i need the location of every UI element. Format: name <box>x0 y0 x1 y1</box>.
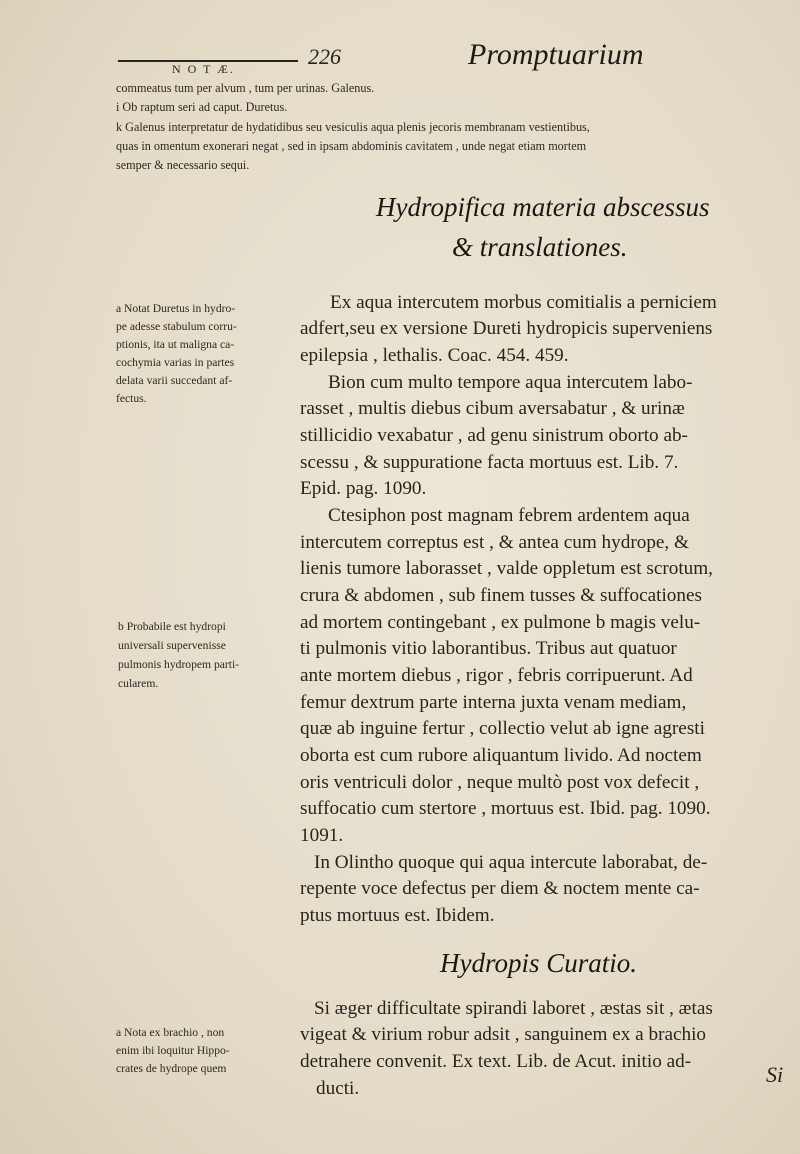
side-note-line: a Notat Duretus in hydro- <box>116 302 236 315</box>
text-line: femur dextrum parte interna juxta venam mediam, <box>300 692 687 713</box>
side-note-line: enim ibi loquitur Hippo- <box>116 1044 230 1057</box>
text-line: Ex aqua intercutem morbus comitialis a perniciem <box>330 292 717 313</box>
side-note-line: ptionis, ita ut maligna ca- <box>116 338 235 351</box>
running-head: Promptuarium <box>468 38 644 71</box>
text-line: quæ ab inguine fertur , collectio velut ab igne agresti <box>300 718 705 739</box>
side-note-line: pulmonis hydropem parti- <box>118 658 240 671</box>
text-line: repente voce defectus per diem & noctem mente ca- <box>300 878 700 899</box>
side-note-line: delata varii succedant af- <box>116 374 233 387</box>
side-note-line: universali supervenisse <box>118 639 226 652</box>
text-line: lienis tumore laborasset , valde oppletum est scrotum, <box>300 558 713 579</box>
note-line: semper & necessario sequi. <box>116 158 250 172</box>
text-line: Bion cum multo tempore aqua intercutem labo- <box>328 372 693 393</box>
text-line: Epid. pag. 1090. <box>300 478 427 499</box>
text-line: detrahere convenit. Ex text. Lib. de Acut. initio ad- <box>300 1051 692 1072</box>
text-line: epilepsia , lethalis. Coac. 454. 459. <box>300 345 569 366</box>
side-note-line: cochymia varias in partes <box>116 356 235 369</box>
side-note-line: crates de hydrope quem <box>116 1062 227 1075</box>
text-line: 1091. <box>300 825 344 846</box>
text-line: vigeat & virium robur adsit , sanguinem ex a brachio <box>300 1024 707 1045</box>
note-line: commeatus tum per alvum , tum per urinas. Galenus. <box>116 81 375 95</box>
text-line: ducti. <box>316 1078 360 1099</box>
note-line: quas in omentum exonerari negat , sed in ipsam abdominis cavitatem , unde negat etiam mortem <box>116 139 587 153</box>
note-line: i Ob raptum seri ad caput. Duretus. <box>116 100 288 114</box>
text-line: oborta est cum rubore aliquantum livido. Ad noctem <box>300 745 702 766</box>
text-line: scessu , & suppuratione facta mortuus est. Lib. 7. <box>300 452 679 473</box>
section-title: Hydropis Curatio. <box>440 948 638 978</box>
section-title: Hydropifica materia abscessus <box>376 192 710 222</box>
side-note-line: a Nota ex brachio , non <box>116 1026 225 1039</box>
notae-label: N O T Æ. <box>172 62 235 76</box>
text-line: In Olintho quoque qui aqua intercute laborabat, de- <box>314 852 708 873</box>
catchword: Si <box>766 1062 784 1087</box>
text-line: rasset , multis diebus cibum aversabatur , & urinæ <box>300 398 685 419</box>
text-line: Si æger difficultate spirandi laboret , æstas sit , ætas <box>314 998 713 1019</box>
text-line: stillicidio vexabatur , ad genu sinistrum oborto ab- <box>300 425 688 446</box>
text-line: intercutem correptus est , & antea cum hydrope, & <box>300 532 689 553</box>
side-note-line: fectus. <box>116 392 147 405</box>
text-line: ante mortem diebus , rigor , febris corripuerunt. Ad <box>300 665 693 686</box>
page-number: 226 <box>308 44 341 69</box>
side-note-line: cularem. <box>118 677 159 690</box>
text-line: oris ventriculi dolor , neque multò post vox defecit , <box>300 772 700 793</box>
text-line: crura & abdomen , sub finem tusses & suffocationes <box>300 585 702 606</box>
text-line: ti pulmonis vitio laborantibus. Tribus aut quatuor <box>300 638 677 659</box>
section-title: & translationes. <box>452 232 628 262</box>
note-line: k Galenus interpretatur de hydatidibus seu vesiculis aqua plenis jecoris membranam vestientibus, <box>116 120 590 134</box>
text-line: ptus mortuus est. Ibidem. <box>300 905 495 926</box>
text-line: Ctesiphon post magnam febrem ardentem aqua <box>328 505 690 526</box>
side-note-line: pe adesse stabulum corru- <box>116 320 237 333</box>
text-line: suffocatio cum stertore , mortuus est. Ibid. pag. 1090. <box>300 798 711 819</box>
side-note-line: b Probabile est hydropi <box>118 620 226 633</box>
text-line: ad mortem contingebant , ex pulmone b magis velu- <box>300 612 701 633</box>
text-line: adfert,seu ex versione Dureti hydropicis superveniens <box>300 318 713 339</box>
